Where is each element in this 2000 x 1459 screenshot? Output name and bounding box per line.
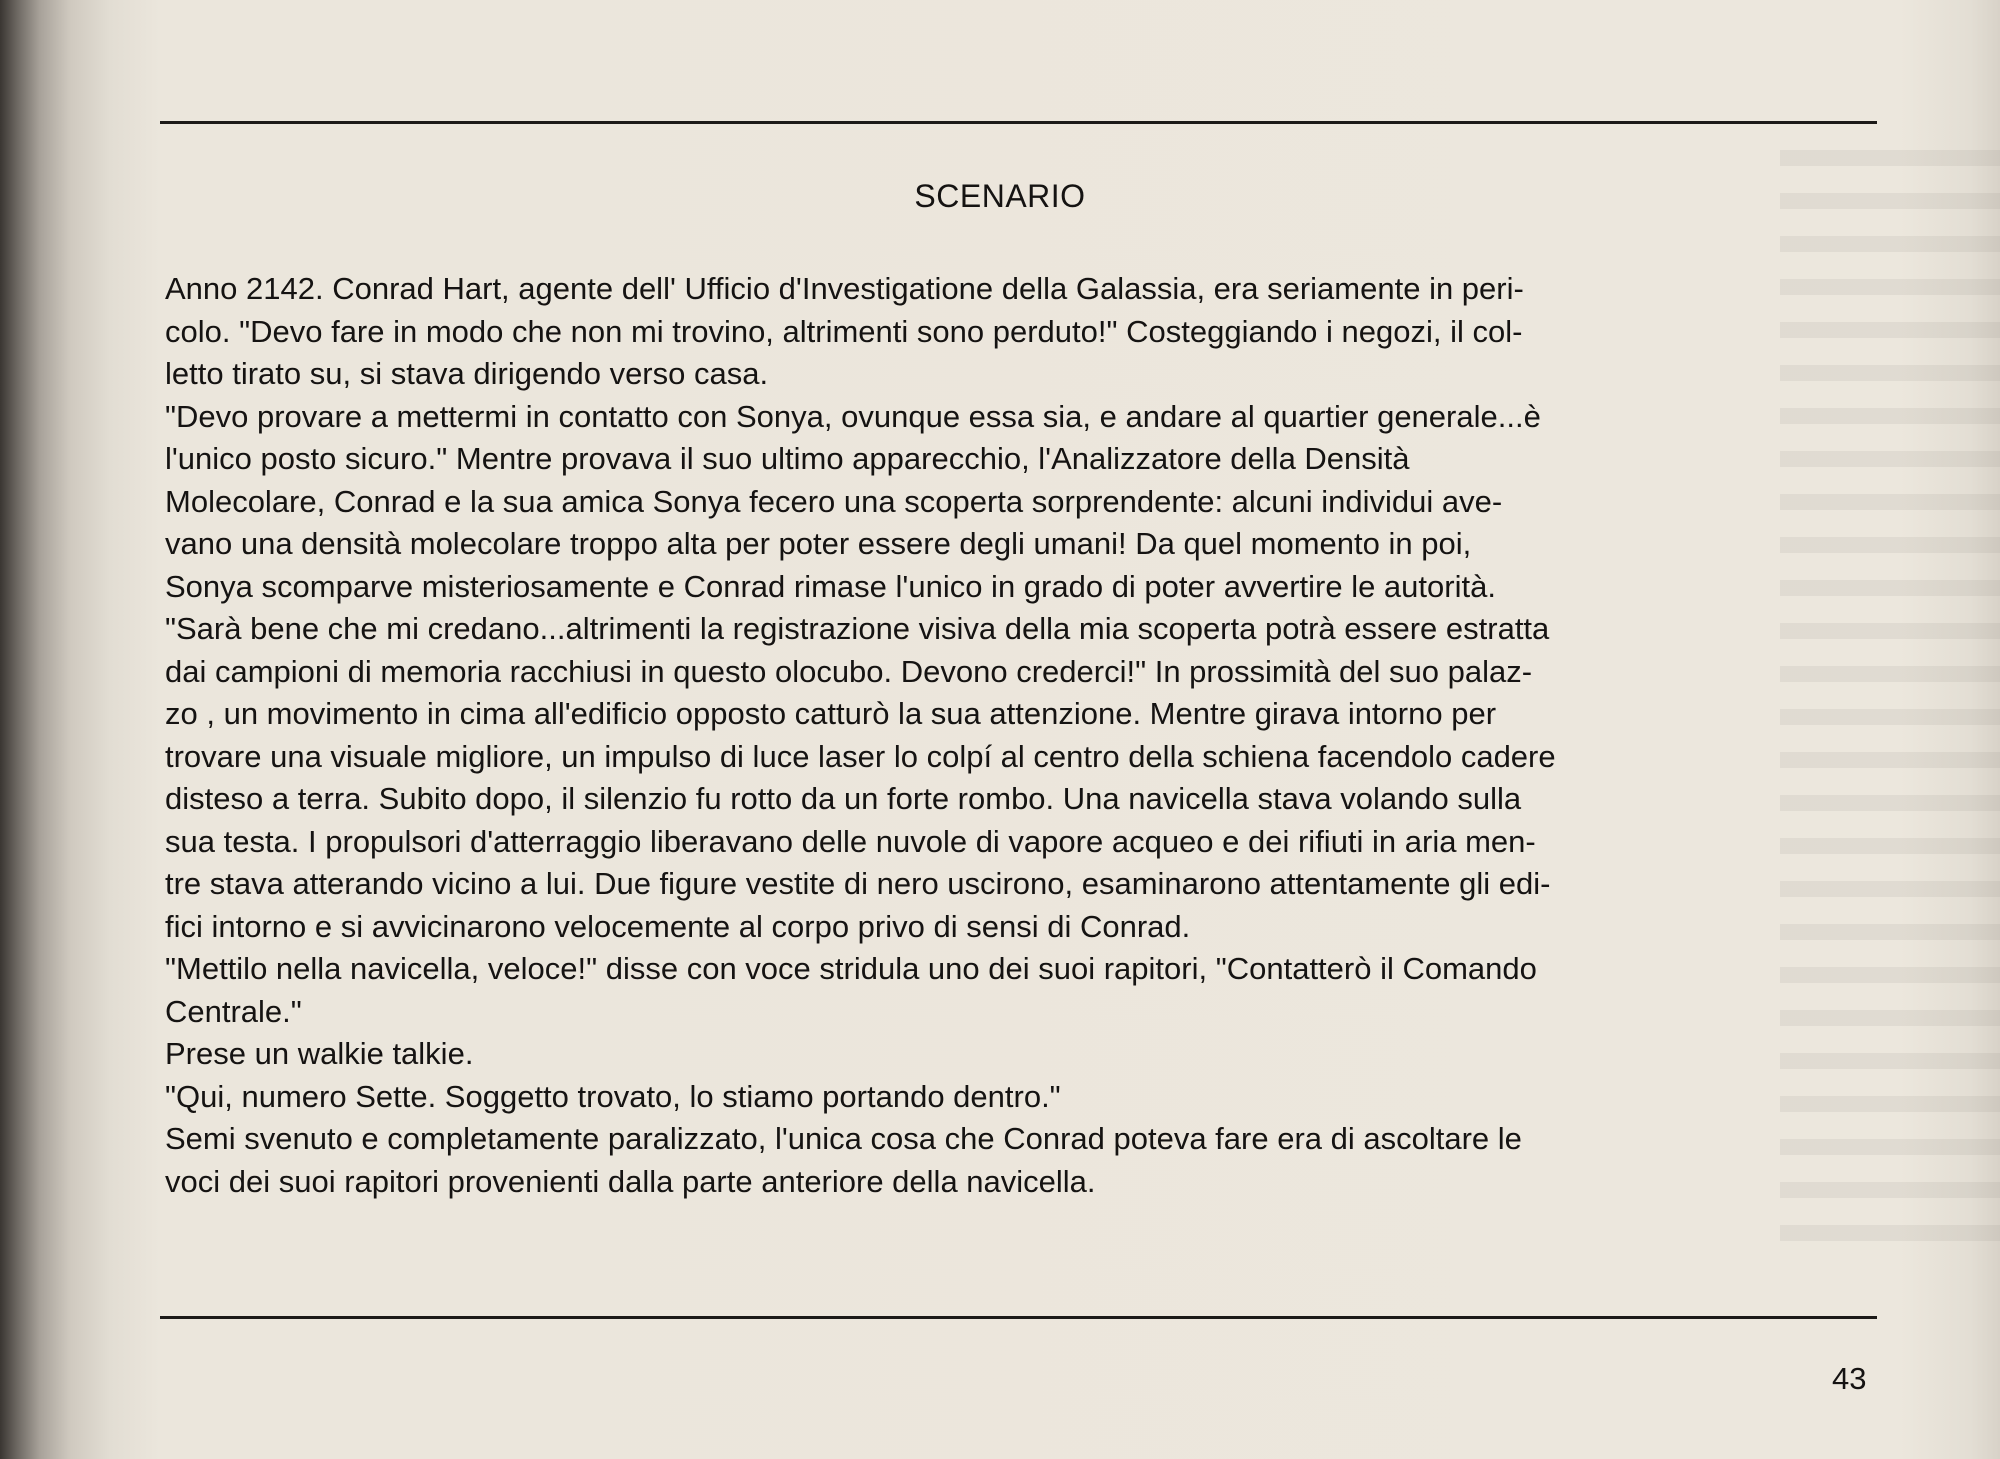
text-line: Molecolare, Conrad e la sua amica Sonya fecero una scoperta sorprendente: alcuni individui ave- xyxy=(165,483,1503,519)
text-line: "Mettilo nella navicella, veloce!" disse con voce stridula uno dei suoi rapitori, "Contatterò il Comando xyxy=(165,951,1537,986)
text-line: Centrale." xyxy=(165,993,302,1029)
text-line: "Qui, numero Sette. Soggetto trovato, lo stiamo portando dentro." xyxy=(165,1078,1061,1114)
text-line: Prese un walkie talkie. xyxy=(165,1036,474,1071)
top-rule xyxy=(160,121,1877,124)
text-line: Anno 2142. Conrad Hart, agente dell' Ufficio d'Investigatione della Galassia, era seriamente in peri- xyxy=(165,271,1524,306)
text-line: "Sarà bene che mi credano...altrimenti la registrazione visiva della mia scoperta potrà essere estratta xyxy=(165,611,1550,646)
text-line: zo , un movimento in cima all'edificio opposto catturò la sua attenzione. Mentre girava intorno per xyxy=(165,696,1497,731)
text-line: dai campioni di memoria racchiusi in questo olocubo. Devono crederci!" In prossimità del suo palaz- xyxy=(165,653,1533,689)
text-line: disteso a terra. Subito dopo, il silenzio fu rotto da un forte rombo. Una navicella stava volando sulla xyxy=(165,781,1522,816)
scenario-text xyxy=(165,268,1815,1203)
text-line: trovare una visuale migliore, un impulso di luce laser lo colpí al centro della schiena facendolo cadere xyxy=(165,738,1556,774)
text-line: Sonya scomparve misteriosamente e Conrad rimase l'unico in grado di poter avvertire le autorità. xyxy=(165,568,1496,604)
bottom-rule xyxy=(160,1316,1877,1319)
text-line: colo. "Devo fare in modo che non mi trovino, altrimenti sono perduto!" Costeggiando i negozi, il col- xyxy=(165,313,1523,349)
section-title: SCENARIO xyxy=(914,178,1086,214)
text-line: tre stava atterando vicino a lui. Due figure vestite di nero uscirono, esaminarono attentamente gli edi- xyxy=(165,866,1551,901)
text-line: "Devo provare a mettermi in contatto con Sonya, ovunque essa sia, e andare al quartier generale...è xyxy=(165,398,1541,434)
text-line: letto tirato su, si stava dirigendo verso casa. xyxy=(165,356,769,391)
text-line: fici intorno e si avvicinarono velocemente al corpo privo di sensi di Conrad. xyxy=(165,908,1191,944)
text-line: vano una densità molecolare troppo alta per poter essere degli umani! Da quel momento in poi, xyxy=(165,526,1472,561)
page-number: 43 xyxy=(1832,1361,1867,1396)
text-line: Semi svenuto e completamente paralizzato, l'unica cosa che Conrad poteva fare era di ascoltare le xyxy=(165,1121,1522,1156)
text-line: sua testa. I propulsori d'atterraggio liberavano delle nuvole di vapore acqueo e dei rifiuti in aria men- xyxy=(165,823,1536,859)
text-line: l'unico posto sicuro." Mentre provava il suo ultimo apparecchio, l'Analizzatore della Densità xyxy=(165,441,1410,476)
text-line: voci dei suoi rapitori provenienti dalla parte anteriore della navicella. xyxy=(165,1163,1096,1199)
